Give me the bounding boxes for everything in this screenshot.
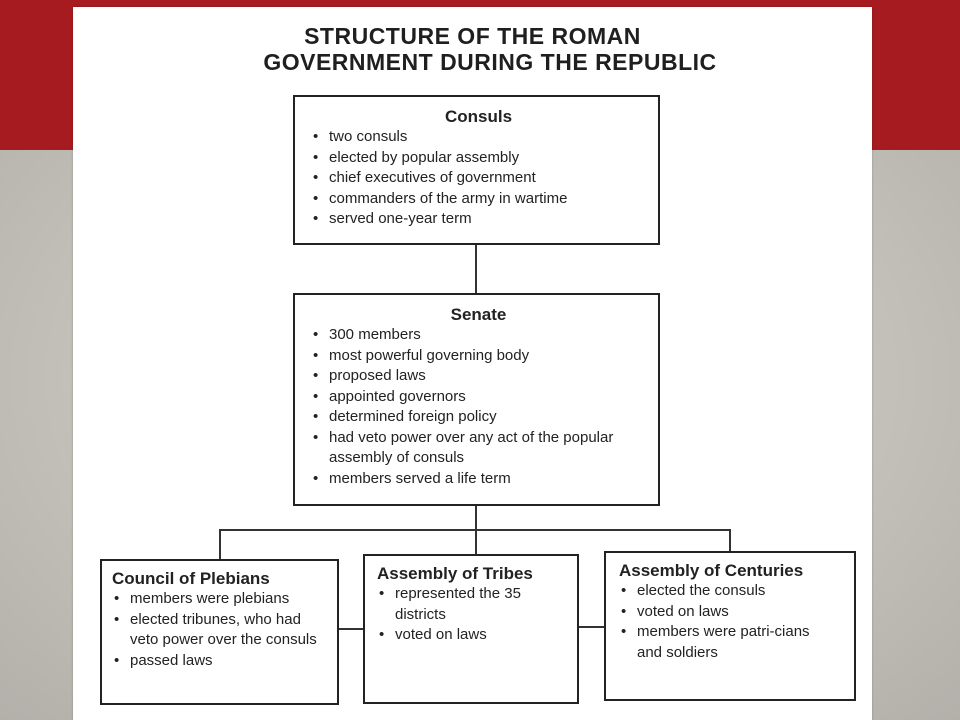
senate-box xyxy=(293,293,660,506)
tribes-title: Assembly of Tribes xyxy=(377,564,533,583)
centuries-connector xyxy=(729,529,731,551)
tribes-connector xyxy=(475,529,477,554)
list-item: • two consuls xyxy=(311,127,646,148)
list-item: • appointed governors xyxy=(311,387,646,408)
consuls-senate-connector xyxy=(475,245,477,293)
list-item: • passed laws xyxy=(112,651,329,672)
senate-down-connector xyxy=(475,506,477,530)
list-item: • elected by popular assembly xyxy=(311,148,646,169)
tribes-centuries-link xyxy=(578,626,605,628)
list-item: • 300 members xyxy=(311,325,646,346)
plebians-connector xyxy=(219,529,221,559)
list-item: • represented the 35 districts xyxy=(377,584,531,625)
council-of-plebians-box xyxy=(100,559,339,705)
centuries-list xyxy=(619,581,846,663)
plebians-tribes-link xyxy=(338,628,364,630)
list-item: • commanders of the army in wartime xyxy=(311,189,646,210)
consuls-title: Consuls xyxy=(444,107,513,126)
list-item: • had veto power over any act of the popular assembly of consuls xyxy=(311,428,646,469)
consuls-box xyxy=(293,95,660,245)
list-item: • elected the consuls xyxy=(619,581,810,602)
list-item: • elected tribunes, who had veto power over the consuls xyxy=(112,610,329,651)
list-item: • voted on laws xyxy=(377,625,531,646)
list-item: • proposed laws xyxy=(311,366,646,387)
assembly-of-centuries-box xyxy=(604,551,856,701)
list-item: • chief executives of government xyxy=(311,168,646,189)
list-item: • served one-year term xyxy=(311,209,646,230)
senate-title: Senate xyxy=(450,305,507,324)
title-line-2: GOVERNMENT DURING THE REPUBLIC xyxy=(263,49,717,75)
centuries-title: Assembly of Centuries xyxy=(619,561,804,580)
list-item: • members were plebians xyxy=(112,589,329,610)
list-item: • determined foreign policy xyxy=(311,407,646,428)
assembly-of-tribes-box xyxy=(363,554,579,704)
senate-list xyxy=(311,325,646,489)
list-item: • members were patri-cians and soldiers xyxy=(619,622,810,663)
diagram-page xyxy=(73,7,872,720)
list-item: • members served a life term xyxy=(311,469,646,490)
consuls-list xyxy=(311,127,646,230)
plebians-title: Council of Plebians xyxy=(112,569,270,588)
list-item: • most powerful governing body xyxy=(311,346,646,367)
plebians-list xyxy=(112,589,329,671)
diagram-title xyxy=(73,23,872,75)
tribes-list xyxy=(377,584,569,646)
list-item: • voted on laws xyxy=(619,602,810,623)
title-line-1: STRUCTURE OF THE ROMAN xyxy=(304,23,641,49)
